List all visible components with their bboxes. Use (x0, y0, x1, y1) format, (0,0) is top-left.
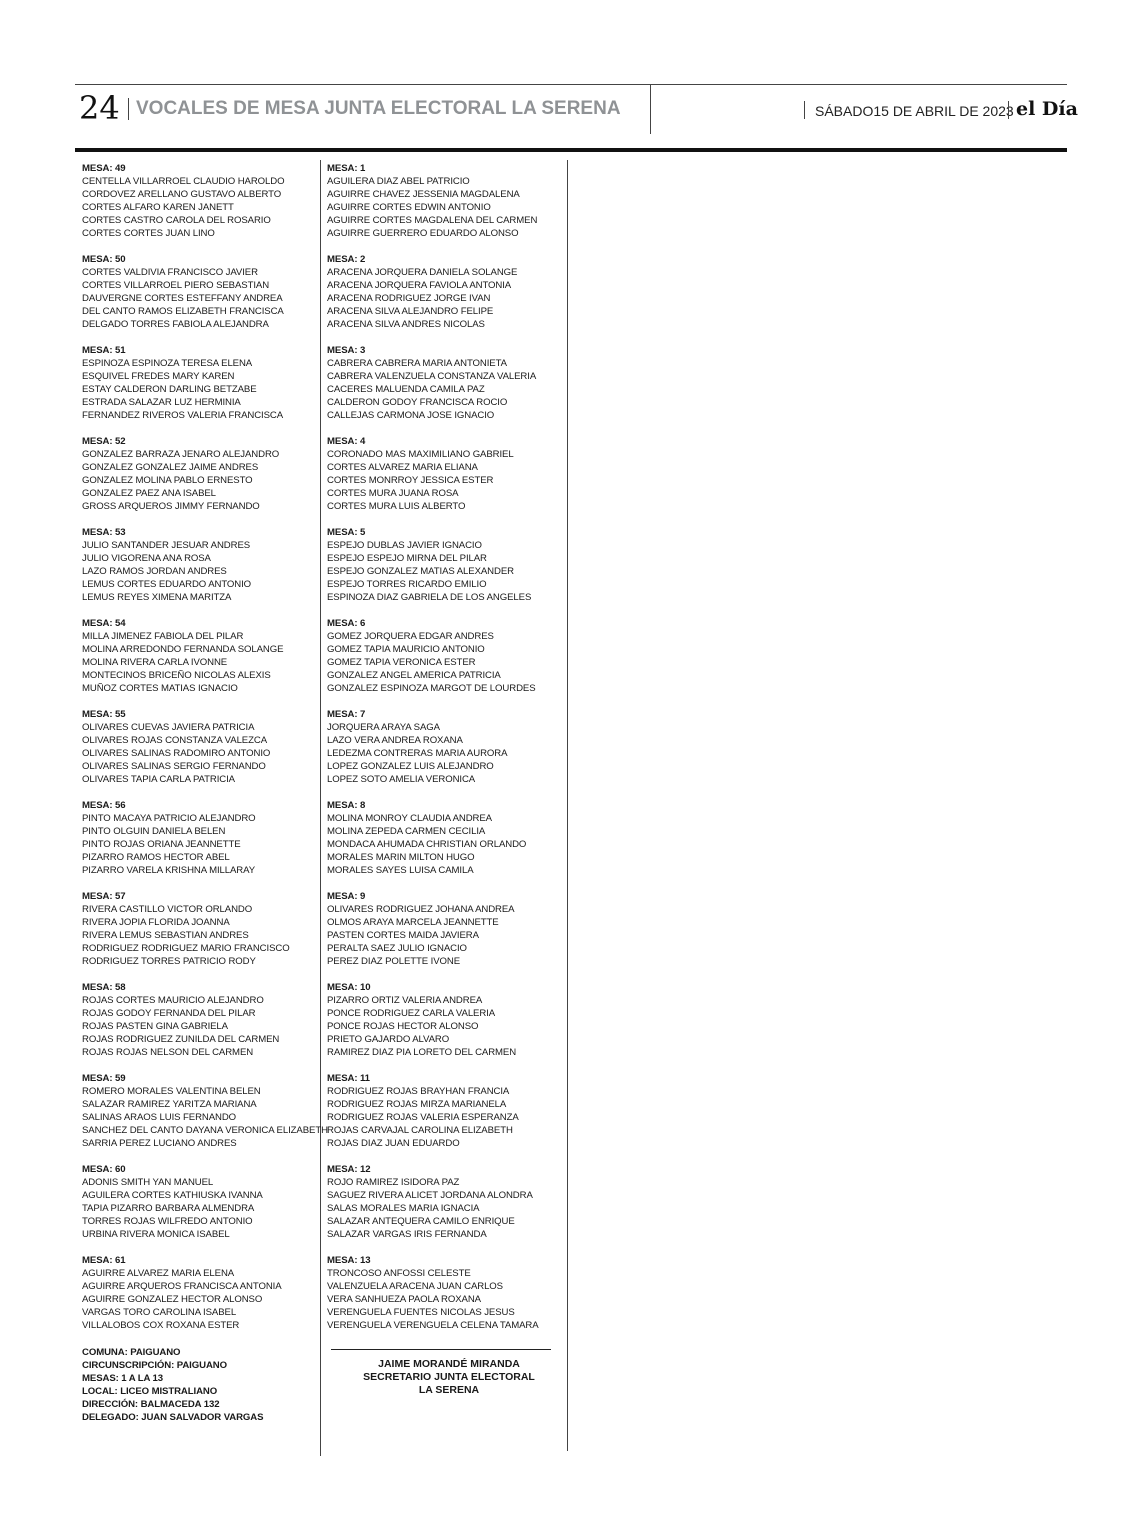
vocal-name: GONZALEZ PAEZ ANA ISABEL (82, 488, 216, 499)
mesa-title: MESA: 6 (327, 618, 366, 629)
info-direccion: DIRECCIÓN: BALMACEDA 132 (82, 1399, 220, 1410)
vocal-name: CABRERA VALENZUELA CONSTANZA VALERIA (327, 371, 537, 382)
mesa-block (327, 526, 565, 604)
brand-divider (1008, 101, 1009, 119)
vocal-name: OLIVARES CUEVAS JAVIERA PATRICIA (82, 722, 255, 733)
vocal-name: RAMIREZ DIAZ PIA LORETO DEL CARMEN (327, 1047, 517, 1058)
vocal-name: CALDERON GODOY FRANCISCA ROCIO (327, 397, 508, 408)
newspaper-logo: el Día (1016, 98, 1078, 120)
vocal-name: CORDOVEZ ARELLANO GUSTAVO ALBERTO (82, 189, 282, 200)
vocal-name: RODRIGUEZ ROJAS BRAYHAN FRANCIA (327, 1086, 510, 1097)
mesa-title: MESA: 2 (327, 254, 366, 265)
mesa-block (82, 1254, 320, 1332)
vocal-name: PRIETO GAJARDO ALVARO (327, 1034, 450, 1045)
vocal-name: ESPEJO TORRES RICARDO EMILIO (327, 579, 487, 590)
vocal-name: AGUILERA CORTES KATHIUSKA IVANNA (82, 1190, 263, 1201)
mesa-block (327, 1072, 565, 1150)
page-number: 24 (79, 89, 120, 127)
vocal-name: SAGUEZ RIVERA ALICET JORDANA ALONDRA (327, 1190, 533, 1201)
vocal-name: RIVERA JOPIA FLORIDA JOANNA (82, 917, 230, 928)
signature-block (331, 1358, 567, 1397)
section-title: VOCALES DE MESA JUNTA ELECTORAL LA SERENA (136, 98, 621, 119)
vocal-name: RODRIGUEZ ROJAS VALERIA ESPERANZA (327, 1112, 519, 1123)
mesa-block (82, 981, 320, 1059)
vocal-name: TORRES ROJAS WILFREDO ANTONIO (82, 1216, 253, 1227)
vocal-name: CABRERA CABRERA MARIA ANTONIETA (327, 358, 507, 369)
mesa-block (327, 344, 565, 422)
vocal-name: RIVERA CASTILLO VICTOR ORLANDO (82, 904, 253, 915)
vocal-name: SALAZAR VARGAS IRIS FERNANDA (327, 1229, 487, 1240)
vocal-name: GONZALEZ ESPINOZA MARGOT DE LOURDES (327, 683, 536, 694)
vocal-name: ARACENA SILVA ANDRES NICOLAS (327, 319, 485, 330)
vocal-name: LOPEZ SOTO AMELIA VERONICA (327, 774, 476, 785)
mesa-block (82, 708, 320, 786)
vocal-name: AGUIRRE ARQUEROS FRANCISCA ANTONIA (82, 1281, 282, 1292)
vocal-name: AGUILERA DIAZ ABEL PATRICIO (327, 176, 470, 187)
vocal-name: ROJAS PASTEN GINA GABRIELA (82, 1021, 228, 1032)
mesa-title: MESA: 60 (82, 1164, 126, 1175)
mesa-block (327, 981, 565, 1059)
mesa-block (327, 435, 565, 513)
mesa-block (327, 799, 565, 877)
mesa-block (82, 799, 320, 877)
vocal-name: DELGADO TORRES FABIOLA ALEJANDRA (82, 319, 269, 330)
mesa-title: MESA: 11 (327, 1073, 370, 1084)
vocal-name: RODRIGUEZ ROJAS MIRZA MARIANELA (327, 1099, 507, 1110)
mesa-title: MESA: 58 (82, 982, 126, 993)
vocal-name: CORTES VILLARROEL PIERO SEBASTIAN (82, 280, 270, 291)
mesa-block (82, 1072, 328, 1150)
vocal-name: AGUIRRE CHAVEZ JESSENIA MAGDALENA (327, 189, 520, 200)
vocal-name: PEREZ DIAZ POLETTE IVONE (327, 956, 461, 967)
mesa-title: MESA: 13 (327, 1255, 371, 1266)
mesa-title: MESA: 49 (82, 163, 126, 174)
vocal-name: ARACENA JORQUERA DANIELA SOLANGE (327, 267, 518, 278)
vocal-name: ESTRADA SALAZAR LUZ HERMINIA (82, 397, 241, 408)
vocal-name: RODRIGUEZ RODRIGUEZ MARIO FRANCISCO (82, 943, 290, 954)
vocal-name: PASTEN CORTES MAIDA JAVIERA (327, 930, 479, 941)
mesa-title: MESA: 54 (82, 618, 126, 629)
vocal-name: DAUVERGNE CORTES ESTEFFANY ANDREA (82, 293, 283, 304)
mesa-title: MESA: 7 (327, 709, 366, 720)
mesa-title: MESA: 51 (82, 345, 126, 356)
mesa-block (327, 253, 565, 331)
vocal-name: ROJAS GODOY FERNANDA DEL PILAR (82, 1008, 256, 1019)
vocal-name: MOLINA MONROY CLAUDIA ANDREA (327, 813, 492, 824)
mesa-block (327, 162, 565, 240)
vocal-name: MILLA JIMENEZ FABIOLA DEL PILAR (82, 631, 244, 642)
vocal-name: RODRIGUEZ TORRES PATRICIO RODY (82, 956, 256, 967)
info-comuna: COMUNA: PAIGUANO (82, 1347, 181, 1358)
mesa-block (327, 890, 565, 968)
vocal-name: CORTES VALDIVIA FRANCISCO JAVIER (82, 267, 258, 278)
vocal-name: CORTES ALFARO KAREN JANETT (82, 202, 234, 213)
vocal-name: TAPIA PIZARRO BARBARA ALMENDRA (82, 1203, 255, 1214)
vocal-name: URBINA RIVERA MONICA ISABEL (82, 1229, 230, 1240)
vocal-name: GONZALEZ ANGEL AMERICA PATRICIA (327, 670, 501, 681)
mesa-block (82, 1163, 320, 1241)
mesa-title: MESA: 3 (327, 345, 366, 356)
vocal-name: LOPEZ GONZALEZ LUIS ALEJANDRO (327, 761, 494, 772)
vocal-name: ARACENA SILVA ALEJANDRO FELIPE (327, 306, 494, 317)
vocal-name: PONCE RODRIGUEZ CARLA VALERIA (327, 1008, 496, 1019)
vocal-name: MOLINA ARREDONDO FERNANDA SOLANGE (82, 644, 284, 655)
info-local: LOCAL: LICEO MISTRALIANO (82, 1386, 218, 1397)
vocal-name: ESPINOZA DIAZ GABRIELA DE LOS ANGELES (327, 592, 532, 603)
mesa-title: MESA: 52 (82, 436, 126, 447)
vocal-name: GONZALEZ GONZALEZ JAIME ANDRES (82, 462, 259, 473)
vocal-name: LEMUS CORTES EDUARDO ANTONIO (82, 579, 252, 590)
mesa-title: MESA: 50 (82, 254, 126, 265)
vocal-name: OLIVARES RODRIGUEZ JOHANA ANDREA (327, 904, 515, 915)
vocal-name: GONZALEZ MOLINA PABLO ERNESTO (82, 475, 253, 486)
vocal-name: VALENZUELA ARACENA JUAN CARLOS (327, 1281, 503, 1292)
info-mesas: MESAS: 1 A LA 13 (82, 1373, 164, 1384)
vocal-name: PERALTA SAEZ JULIO IGNACIO (327, 943, 467, 954)
vocal-name: JORQUERA ARAYA SAGA (327, 722, 440, 733)
vocal-name: SALAZAR RAMIREZ YARITZA MARIANA (82, 1099, 257, 1110)
mesa-block (327, 1254, 565, 1332)
vocal-name: ROJAS ROJAS NELSON DEL CARMEN (82, 1047, 254, 1058)
vocal-name: ROJAS CORTES MAURICIO ALEJANDRO (82, 995, 264, 1006)
vocal-name: FERNANDEZ RIVEROS VALERIA FRANCISCA (82, 410, 284, 421)
mesa-block (82, 162, 320, 240)
mesa-title: MESA: 56 (82, 800, 126, 811)
mesa-block (327, 708, 565, 786)
vocal-name: PINTO ROJAS ORIANA JEANNETTE (82, 839, 241, 850)
mesa-block (82, 344, 320, 422)
vocal-name: AGUIRRE GONZALEZ HECTOR ALONSO (82, 1294, 263, 1305)
vocal-name: GOMEZ JORQUERA EDGAR ANDRES (327, 631, 494, 642)
title-divider (128, 98, 129, 120)
mesa-block (327, 617, 565, 695)
signatory-role: SECRETARIO JUNTA ELECTORAL (363, 1371, 535, 1383)
mesa-block (82, 890, 320, 968)
vocal-name: PINTO OLGUIN DANIELA BELEN (82, 826, 226, 837)
vocal-name: PINTO MACAYA PATRICIO ALEJANDRO (82, 813, 256, 824)
vocal-name: AGUIRRE GUERRERO EDUARDO ALONSO (327, 228, 519, 239)
vocal-name: CORTES CASTRO CAROLA DEL ROSARIO (82, 215, 271, 226)
vocal-name: MUÑOZ CORTES MATIAS IGNACIO (82, 683, 238, 694)
mesa-block (82, 617, 320, 695)
mesa-title: MESA: 1 (327, 163, 366, 174)
vocal-name: PIZARRO ORTIZ VALERIA ANDREA (327, 995, 483, 1006)
vocal-name: CORTES MURA JUANA ROSA (327, 488, 459, 499)
left-column (82, 162, 328, 1345)
mesa-title: MESA: 9 (327, 891, 366, 902)
vocal-name: VERENGUELA FUENTES NICOLAS JESUS (327, 1307, 515, 1318)
vocal-name: MONTECINOS BRICEÑO NICOLAS ALEXIS (82, 670, 271, 681)
mesa-title: MESA: 10 (327, 982, 371, 993)
mesa-title: MESA: 61 (82, 1255, 126, 1266)
header-vertical-rule (650, 85, 651, 134)
vocal-name: LAZO RAMOS JORDAN ANDRES (82, 566, 227, 577)
vocal-name: CORTES CORTES JUAN LINO (82, 228, 215, 239)
vocal-name: CALLEJAS CARMONA JOSE IGNACIO (327, 410, 495, 421)
vocal-name: ROJO RAMIREZ ISIDORA PAZ (327, 1177, 460, 1188)
mesa-title: MESA: 12 (327, 1164, 371, 1175)
vocal-name: TRONCOSO ANFOSSI CELESTE (327, 1268, 471, 1279)
mesa-title: MESA: 53 (82, 527, 126, 538)
vocal-name: RIVERA LEMUS SEBASTIAN ANDRES (82, 930, 249, 941)
vocal-name: GONZALEZ BARRAZA JENARO ALEJANDRO (82, 449, 280, 460)
vocal-name: ADONIS SMITH YAN MANUEL (82, 1177, 214, 1188)
mesa-block (82, 435, 320, 513)
vocal-name: LEMUS REYES XIMENA MARITZA (82, 592, 232, 603)
vocal-name: AGUIRRE CORTES MAGDALENA DEL CARMEN (327, 215, 538, 226)
signatory-place: LA SERENA (418, 1384, 480, 1396)
vocal-name: JULIO VIGORENA ANA ROSA (82, 553, 211, 564)
vocal-name: CACERES MALUENDA CAMILA PAZ (327, 384, 485, 395)
vocal-name: PIZARRO RAMOS HECTOR ABEL (82, 852, 230, 863)
publication-date: SÁBADO15 DE ABRIL DE 2023 (815, 103, 1014, 119)
vocal-name: ESPEJO GONZALEZ MATIAS ALEXANDER (327, 566, 514, 577)
mesa-title: MESA: 8 (327, 800, 366, 811)
vocal-name: SALAZAR ANTEQUERA CAMILO ENRIQUE (327, 1216, 515, 1227)
vocal-name: MOLINA ZEPEDA CARMEN CECILIA (327, 826, 486, 837)
vocal-name: GROSS ARQUEROS JIMMY FERNANDO (82, 501, 260, 512)
mesa-title: MESA: 4 (327, 436, 366, 447)
mesa-block (327, 1163, 565, 1241)
vocal-name: GOMEZ TAPIA VERONICA ESTER (327, 657, 476, 668)
date-divider (804, 101, 805, 119)
vocal-name: ROJAS RODRIGUEZ ZUNILDA DEL CARMEN (82, 1034, 280, 1045)
vocal-name: OLMOS ARAYA MARCELA JEANNETTE (327, 917, 499, 928)
vocal-name: CORTES MURA LUIS ALBERTO (327, 501, 466, 512)
vocal-name: OLIVARES ROJAS CONSTANZA VALEZCA (82, 735, 267, 746)
vocal-name: OLIVARES TAPIA CARLA PATRICIA (82, 774, 235, 785)
vocal-name: ESPINOZA ESPINOZA TERESA ELENA (82, 358, 253, 369)
mesa-title: MESA: 5 (327, 527, 366, 538)
vocal-name: SALAS MORALES MARIA IGNACIA (327, 1203, 480, 1214)
signature-rule (331, 1349, 551, 1350)
vocal-name: AGUIRRE ALVAREZ MARIA ELENA (82, 1268, 235, 1279)
mesa-title: MESA: 55 (82, 709, 126, 720)
vocal-name: ROMERO MORALES VALENTINA BELEN (82, 1086, 261, 1097)
right-column (327, 162, 565, 1345)
signatory-name: JAIME MORANDÉ MIRANDA (378, 1358, 520, 1370)
vocal-name: MONDACA AHUMADA CHRISTIAN ORLANDO (327, 839, 527, 850)
vocal-name: ROJAS DIAZ JUAN EDUARDO (327, 1138, 460, 1149)
vocal-name: SANCHEZ DEL CANTO DAYANA VERONICA ELIZABETH (82, 1125, 328, 1136)
vocal-name: ARACENA RODRIGUEZ JORGE IVAN (327, 293, 491, 304)
vocal-name: SALINAS ARAOS LUIS FERNANDO (82, 1112, 237, 1123)
vocal-name: VERENGUELA VERENGUELA CELENA TAMARA (327, 1320, 539, 1331)
vocal-name: OLIVARES SALINAS SERGIO FERNANDO (82, 761, 266, 772)
vocal-name: CORTES ALVAREZ MARIA ELIANA (327, 462, 478, 473)
vocal-name: ESPEJO DUBLAS JAVIER IGNACIO (327, 540, 482, 551)
vocal-name: DEL CANTO RAMOS ELIZABETH FRANCISCA (82, 306, 284, 317)
vocal-name: OLIVARES SALINAS RADOMIRO ANTONIO (82, 748, 271, 759)
vocal-name: ESQUIVEL FREDES MARY KAREN (82, 371, 235, 382)
header-bottom-rule (75, 148, 1067, 152)
mesa-block (82, 253, 320, 331)
mesa-title: MESA: 59 (82, 1073, 126, 1084)
vocal-name: JULIO SANTANDER JESUAR ANDRES (82, 540, 251, 551)
vocal-name: MORALES SAYES LUISA CAMILA (327, 865, 474, 876)
vocal-name: AGUIRRE CORTES EDWIN ANTONIO (327, 202, 491, 213)
vocal-name: SARRIA PEREZ LUCIANO ANDRES (82, 1138, 237, 1149)
vocal-name: LAZO VERA ANDREA ROXANA (327, 735, 463, 746)
mesa-block (82, 526, 320, 604)
column-divider-right (567, 160, 568, 1451)
vocal-name: MORALES MARIN MILTON HUGO (327, 852, 475, 863)
vocal-name: GOMEZ TAPIA MAURICIO ANTONIO (327, 644, 485, 655)
vocal-name: ROJAS CARVAJAL CAROLINA ELIZABETH (327, 1125, 513, 1136)
vocal-name: LEDEZMA CONTRERAS MARIA AURORA (327, 748, 508, 759)
header-top-rule (75, 84, 1067, 85)
vocal-name: CENTELLA VILLARROEL CLAUDIO HAROLDO (82, 176, 285, 187)
info-circunscripcion: CIRCUNSCRIPCIÓN: PAIGUANO (82, 1360, 227, 1371)
vocal-name: ESTAY CALDERON DARLING BETZABE (82, 384, 257, 395)
vocal-name: CORONADO MAS MAXIMILIANO GABRIEL (327, 449, 514, 460)
info-delegado: DELEGADO: JUAN SALVADOR VARGAS (82, 1412, 264, 1423)
vocal-name: VILLALOBOS COX ROXANA ESTER (82, 1320, 240, 1331)
mesa-title: MESA: 57 (82, 891, 126, 902)
vocal-name: ESPEJO ESPEJO MIRNA DEL PILAR (327, 553, 487, 564)
vocal-name: PIZARRO VARELA KRISHNA MILLARAY (82, 865, 256, 876)
polling-info (82, 1346, 320, 1424)
vocal-name: VERA SANHUEZA PAOLA ROXANA (327, 1294, 481, 1305)
vocal-name: PONCE ROJAS HECTOR ALONSO (327, 1021, 479, 1032)
column-divider-left (320, 160, 321, 1456)
vocal-name: MOLINA RIVERA CARLA IVONNE (82, 657, 228, 668)
vocal-name: VARGAS TORO CAROLINA ISABEL (82, 1307, 237, 1318)
vocal-name: CORTES MONRROY JESSICA ESTER (327, 475, 494, 486)
vocal-name: ARACENA JORQUERA FAVIOLA ANTONIA (327, 280, 512, 291)
